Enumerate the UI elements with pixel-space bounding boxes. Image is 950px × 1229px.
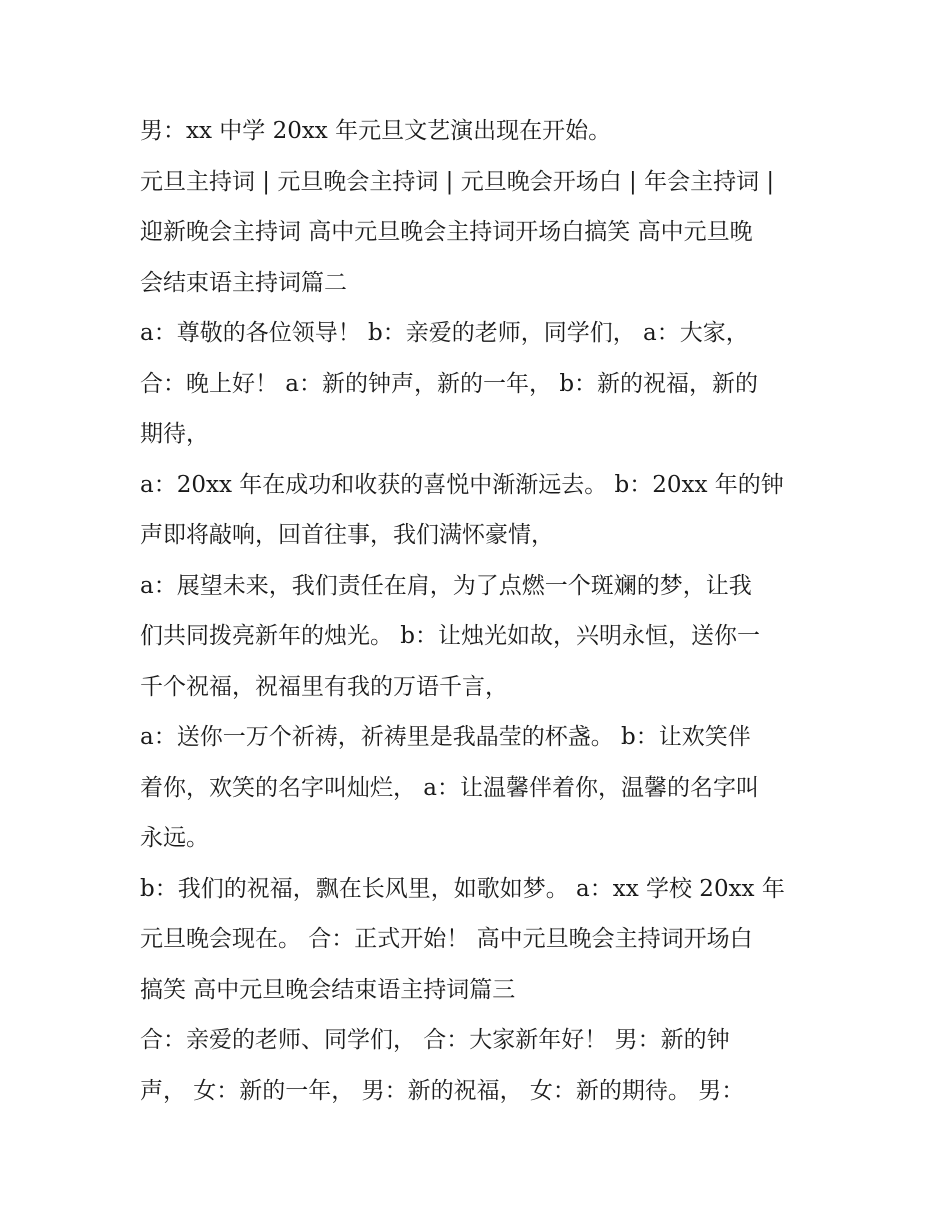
text-line: a：尊敬的各位领导！ b：亲爱的老师，同学们， a：大家，	[140, 320, 749, 346]
text-line: 男：xx 中学 20xx 年元旦文艺演出现在开始。	[140, 118, 612, 144]
text-line: 期待，	[140, 421, 209, 447]
text-line: 永远。	[140, 825, 209, 851]
text-line: 合：晚上好！ a：新的钟声，新的一年， b：新的祝福，新的	[140, 370, 759, 397]
text-line: 们共同拨亮新年的烛光。 b：让烛光如故，兴明永恒，送你一	[140, 623, 761, 649]
text-line: 合：亲爱的老师、同学们， 合：大家新年好！ 男：新的钟	[140, 1027, 730, 1053]
text-line: 元旦晚会现在。 合：正式开始！ 高中元旦晚会主持词开场白	[140, 926, 753, 952]
text-line: 千个祝福，祝福里有我的万语千言，	[140, 673, 508, 700]
text-line: 着你，欢笑的名字叫灿烂， a：让温馨伴着你，温馨的名字叫	[140, 774, 760, 801]
text-line: 声， 女：新的一年， 男：新的祝福， 女：新的期待。 男：	[140, 1077, 745, 1104]
text-line: 搞笑 高中元旦晚会结束语主持词篇三	[140, 976, 516, 1003]
text-line: 元旦主持词 | 元旦晚会主持词 | 元旦晚会开场白 | 年会主持词 |	[140, 168, 775, 195]
text-line: a：20xx 年在成功和收获的喜悦中渐渐远去。 b：20xx 年的钟	[140, 471, 784, 498]
text-line: 声即将敲响，回首往事，我们满怀豪情，	[140, 522, 554, 548]
text-line: 迎新晚会主持词 高中元旦晚会主持词开场白搞笑 高中元旦晚	[140, 219, 753, 245]
text-line: a：送你一万个祈祷，祈祷里是我晶莹的杯盏。 b：让欢笑伴	[140, 724, 751, 750]
text-line: a：展望未来，我们责任在肩，为了点燃一个斑斓的梦，让我	[140, 572, 752, 599]
text-line: 会结束语主持词篇二	[140, 269, 347, 296]
document-body	[140, 106, 820, 1116]
text-line: b：我们的祝福，飘在长风里，如歌如梦。 a：xx 学校 20xx 年	[140, 875, 785, 902]
